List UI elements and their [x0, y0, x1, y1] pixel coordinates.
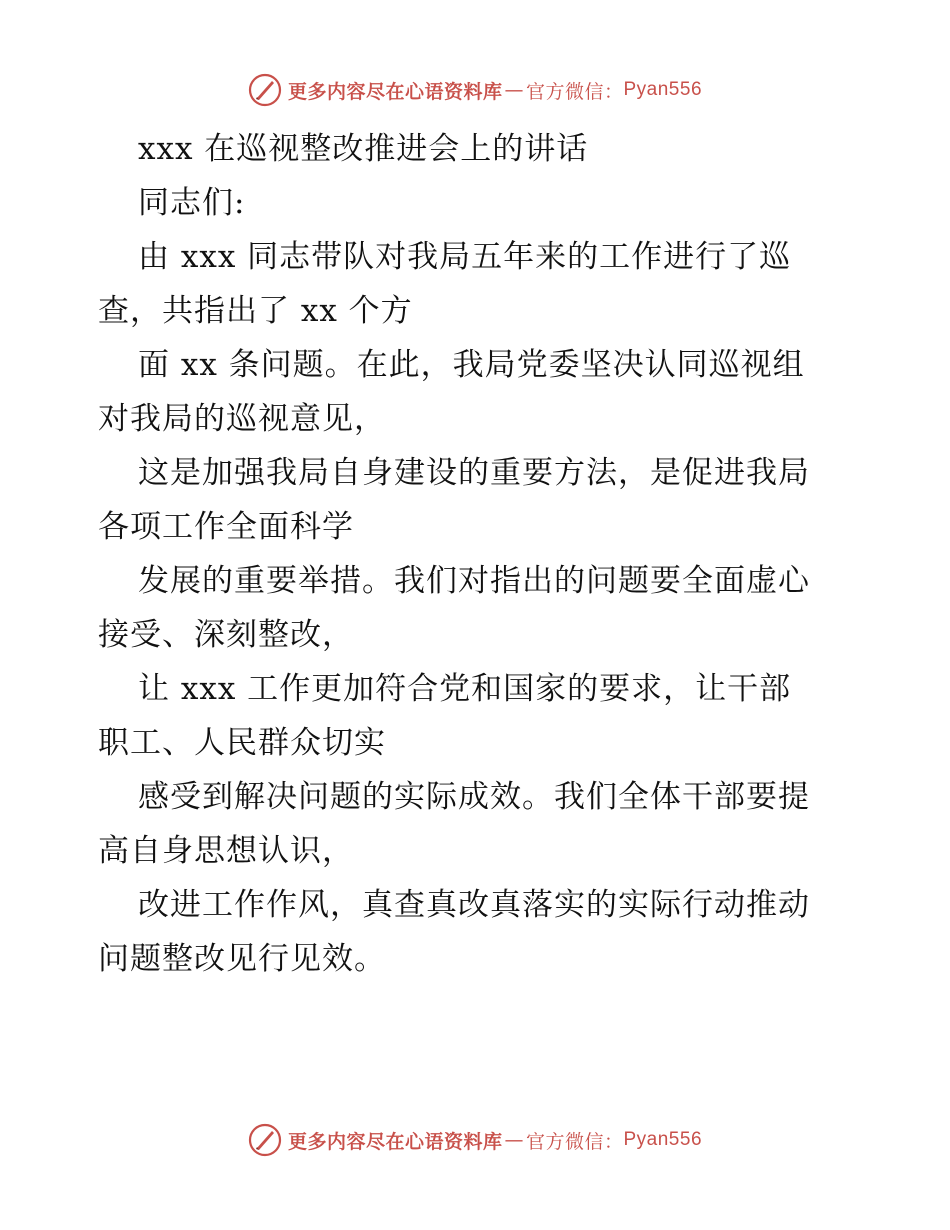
text-line: 这是加强我局自身建设的重要方法，是促进我局: [138, 455, 810, 491]
document-body: [98, 122, 858, 986]
banner-wechat-label: 官方微信：: [525, 1130, 624, 1153]
text-line: 职工、人民群众切实: [98, 725, 386, 761]
banner-wechat-label: 官方微信：: [525, 80, 624, 103]
footer-banner: [0, 1120, 950, 1160]
text-line: 由 xxx 同志带队对我局五年来的工作进行了巡: [138, 239, 792, 275]
quill-circle-logo-icon: [248, 1123, 282, 1157]
banner-brand-text: 更多内容尽在心语资料库: [287, 80, 503, 103]
text-line: 改进工作作风，真查真改真落实的实际行动推动: [138, 887, 810, 923]
banner-wechat-id: Pyan556: [623, 79, 703, 100]
text-line: 问题整改见行见效。: [98, 941, 386, 977]
text-line: 对我局的巡视意见，: [98, 401, 386, 437]
text-line: 查，共指出了 xx 个方: [98, 293, 413, 329]
text-line: 发展的重要举措。我们对指出的问题要全面虚心: [138, 563, 810, 599]
banner-brand-text: 更多内容尽在心语资料库: [287, 1130, 503, 1153]
text-line: 感受到解决问题的实际成效。我们全体干部要提: [138, 779, 810, 815]
salutation: 同志们:: [138, 185, 246, 221]
banner-dash: —: [504, 1129, 524, 1151]
header-banner: [0, 70, 950, 110]
document-title: xxx 在巡视整改推进会上的讲话: [138, 131, 589, 167]
text-line: 高自身思想认识，: [98, 833, 354, 869]
banner-dash: —: [504, 79, 524, 101]
text-line: 让 xxx 工作更加符合党和国家的要求，让干部: [138, 671, 792, 707]
text-line: 接受、深刻整改，: [98, 617, 354, 653]
banner-wechat-id: Pyan556: [623, 1129, 703, 1150]
text-line: 面 xx 条问题。在此，我局党委坚决认同巡视组: [138, 347, 805, 383]
text-line: 各项工作全面科学: [98, 509, 354, 545]
quill-circle-logo-icon: [248, 73, 282, 107]
